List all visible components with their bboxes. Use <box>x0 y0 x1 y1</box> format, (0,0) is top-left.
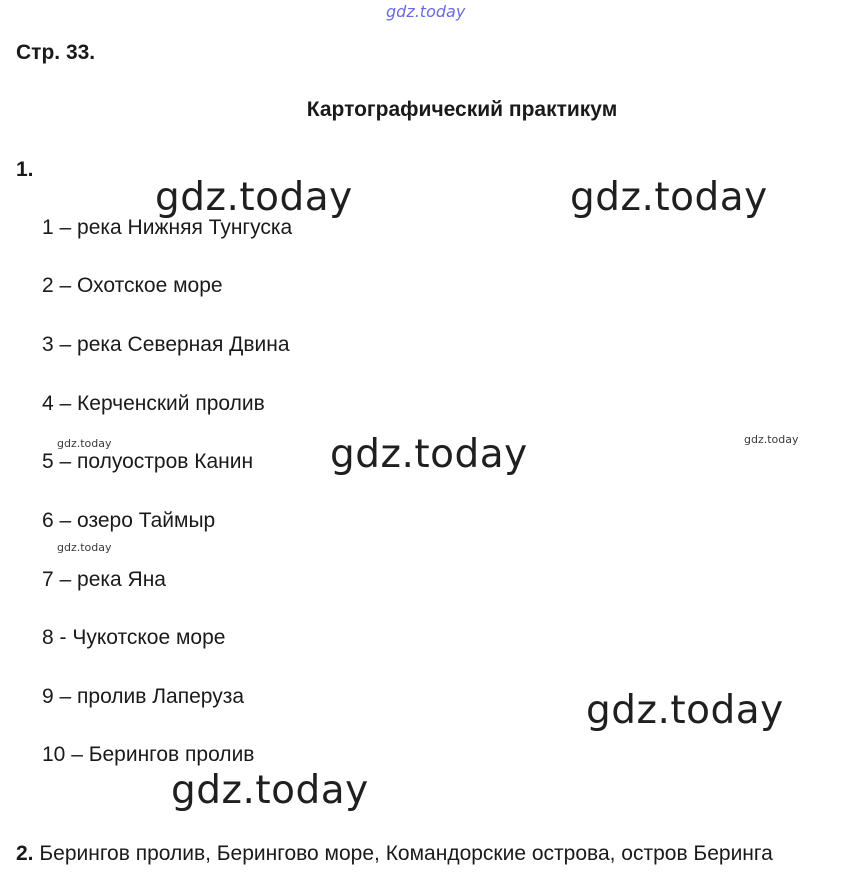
watermark: gdz.today <box>586 688 784 733</box>
answer-item-10: 10 – Берингов пролив <box>42 743 255 766</box>
task-1-number: 1. <box>16 158 34 181</box>
watermark: gdz.today <box>330 432 528 477</box>
answer-item-3: 3 – река Северная Двина <box>42 333 290 356</box>
watermark-small: gdz.today <box>57 541 112 554</box>
watermark: gdz.today <box>171 768 369 813</box>
watermark: gdz.today <box>155 175 353 220</box>
watermark-small: gdz.today <box>744 433 799 446</box>
watermark-small: gdz.today <box>57 437 112 450</box>
watermark-top: gdz.today <box>386 2 466 21</box>
answer-item-8: 8 - Чукотское море <box>42 626 226 649</box>
answer-item-6: 6 – озеро Таймыр <box>42 509 216 532</box>
answer-item-4: 4 – Керченский пролив <box>42 392 265 415</box>
page-reference: Стр. 33. <box>16 41 96 64</box>
answer-item-9: 9 – пролив Лаперуза <box>42 685 245 708</box>
answer-item-7: 7 – река Яна <box>42 568 166 591</box>
section-title: Картографический практикум <box>306 98 618 121</box>
watermark: gdz.today <box>570 175 768 220</box>
task-2-number: 2. <box>16 842 34 865</box>
task-2-text: Берингов пролив, Берингово море, Командорские острова, остров Беринга <box>39 842 773 865</box>
task-2 <box>16 841 773 867</box>
answer-item-5: 5 – полуостров Канин <box>42 450 254 473</box>
answer-item-1: 1 – река Нижняя Тунгуска <box>42 216 293 239</box>
answer-item-2: 2 – Охотское море <box>42 274 223 297</box>
